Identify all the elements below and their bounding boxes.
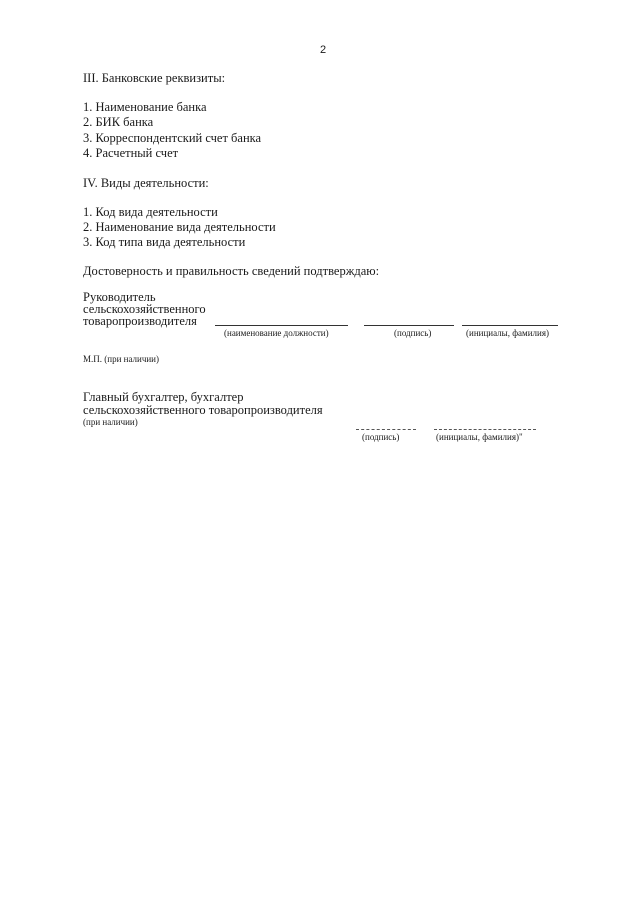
accountant-signature-line xyxy=(356,429,416,430)
head-label-line: товаропроизводителя xyxy=(83,314,197,328)
accountant-note: (при наличии) xyxy=(83,417,138,427)
list-item: 1. Наименование банка xyxy=(83,100,207,114)
accountant-label-line: Главный бухгалтер, бухгалтер xyxy=(83,390,244,404)
list-item: 2. БИК банка xyxy=(83,115,154,129)
position-caption: (наименование должности) xyxy=(224,328,329,338)
section-heading-activities: IV. Виды деятельности: xyxy=(83,176,209,190)
list-item: 3. Корреспондентский счет банка xyxy=(83,131,262,145)
accountant-signature-caption: (подпись) xyxy=(362,432,400,442)
accountant-name-caption: (инициалы, фамилия)" xyxy=(436,432,523,442)
accountant-label-line: сельскохозяйственного товаропроизводителя xyxy=(83,403,323,417)
name-caption: (инициалы, фамилия) xyxy=(466,328,549,338)
confirmation-text: Достоверность и правильность сведений подтверждаю: xyxy=(83,264,380,278)
head-label-line: Руководитель xyxy=(83,290,156,304)
signature-line xyxy=(364,325,454,326)
list-item: 3. Код типа вида деятельности xyxy=(83,235,246,249)
name-signature-line xyxy=(462,325,558,326)
signature-caption: (подпись) xyxy=(394,328,432,338)
position-signature-line xyxy=(215,325,348,326)
page-number: 2 xyxy=(320,44,327,56)
list-item: 2. Наименование вида деятельности xyxy=(83,220,276,234)
stamp-note: М.П. (при наличии) xyxy=(83,354,159,364)
list-item: 4. Расчетный счет xyxy=(83,146,179,160)
list-item: 1. Код вида деятельности xyxy=(83,205,218,219)
head-label-line: сельскохозяйственного xyxy=(83,302,206,316)
section-heading-bank-details: III. Банковские реквизиты: xyxy=(83,71,226,85)
accountant-name-line xyxy=(434,429,536,430)
